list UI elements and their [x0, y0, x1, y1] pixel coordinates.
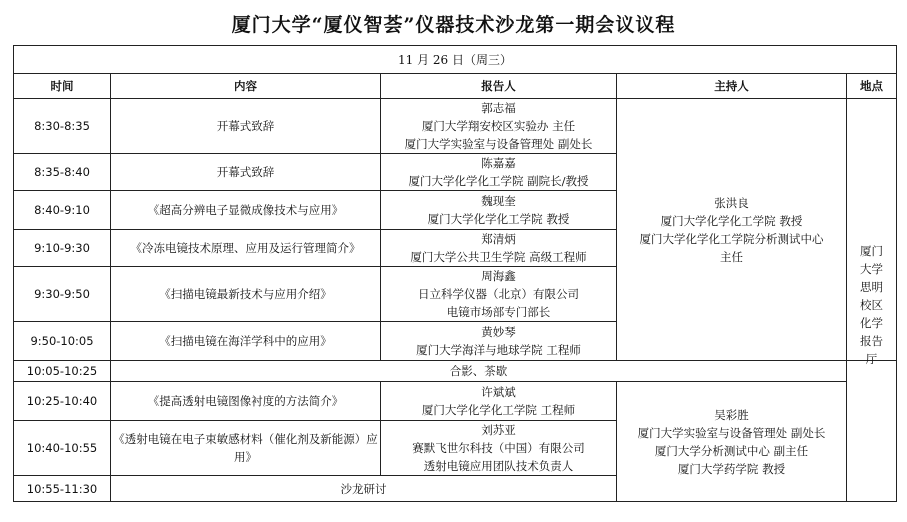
- speaker-title: 透射电镜应用团队技术负责人: [423, 459, 574, 473]
- host-title: 厦门大学分析测试中心 副主任: [654, 443, 809, 458]
- time-cell: 9:50-10:05: [14, 322, 111, 361]
- speaker-name: 许斌斌: [481, 385, 516, 399]
- table-row: [14, 361, 897, 382]
- host-name: 张洪良: [714, 195, 749, 210]
- venue-line: 厅: [865, 352, 878, 366]
- host-title: 厦门大学化学化工学院分析测试中心: [639, 231, 824, 246]
- speaker-name: 郑清炳: [481, 232, 516, 246]
- speaker-name: 刘苏亚: [481, 423, 516, 437]
- speaker-title: 电镜市场部专门部长: [446, 305, 551, 319]
- content-cell: 开幕式致辞: [111, 99, 381, 154]
- page-title: 厦门大学“厦仪智荟”仪器技术沙龙第一期会议议程: [231, 14, 676, 36]
- venue-line: 化学: [860, 316, 883, 330]
- speaker-title: 厦门大学公共卫生学院 高级工程师: [410, 250, 587, 264]
- speaker-title: 赛默飞世尔科技（中国）有限公司: [412, 441, 585, 455]
- header-speaker: 报告人: [381, 74, 617, 99]
- time-cell: 8:35-8:40: [14, 154, 111, 191]
- host-title: 厦门大学实验室与设备管理处 副处长: [637, 425, 826, 440]
- time-cell: 10:25-10:40: [14, 382, 111, 421]
- host-title: 厦门大学化学化工学院 教授: [660, 213, 803, 228]
- speaker-cell: [381, 230, 617, 267]
- speaker-name: 陈嘉嘉: [481, 156, 516, 170]
- speaker-title: 厦门大学海洋与地球学院 工程师: [416, 343, 581, 357]
- host-cell: [617, 99, 847, 361]
- speaker-name: 郭志福: [481, 101, 516, 115]
- venue-line: 厦门: [860, 244, 883, 258]
- speaker-title: 厦门大学化学化工学院 副院长/教授: [408, 174, 589, 188]
- speaker-name: 黄妙琴: [481, 325, 516, 339]
- time-cell: 8:30-8:35: [14, 99, 111, 154]
- speaker-name: 魏现奎: [481, 194, 516, 208]
- speaker-cell: [381, 421, 617, 476]
- content-cell: 开幕式致辞: [111, 154, 381, 191]
- time-cell: 10:05-10:25: [14, 361, 111, 382]
- venue-line: 思明: [860, 280, 883, 294]
- venue-cell-empty: [847, 361, 897, 502]
- content-cell: 《超高分辨电子显微成像技术与应用》: [111, 191, 381, 230]
- venue-cell: [847, 99, 897, 366]
- speaker-cell: [381, 191, 617, 230]
- speaker-title: 厦门大学化学化工学院 教授: [427, 212, 570, 226]
- agenda-table: [13, 45, 897, 502]
- table-row: [14, 382, 897, 421]
- header-row: [14, 74, 897, 99]
- content-cell: 《提高透射电镜图像衬度的方法简介》: [111, 382, 381, 421]
- speaker-cell: [381, 154, 617, 191]
- discussion-cell: 沙龙研讨: [111, 476, 617, 502]
- header-venue: 地点: [847, 74, 897, 99]
- host-cell: [617, 382, 847, 502]
- header-content: 内容: [111, 74, 381, 99]
- speaker-title: 厦门大学翔安校区实验办 主任: [421, 119, 576, 133]
- host-title: 主任: [720, 249, 743, 264]
- host-title: 厦门大学药学院 教授: [677, 461, 786, 476]
- content-cell: 《冷冻电镜技术原理、应用及运行管理简介》: [111, 230, 381, 267]
- speaker-cell: [381, 267, 617, 322]
- venue-line: 报告: [860, 334, 883, 348]
- content-cell: 《扫描电镜在海洋学科中的应用》: [111, 322, 381, 361]
- speaker-title: 厦门大学实验室与设备管理处 副处长: [404, 137, 593, 151]
- date-row: [14, 46, 897, 74]
- time-cell: 8:40-9:10: [14, 191, 111, 230]
- speaker-title: 日立科学仪器（北京）有限公司: [418, 287, 579, 301]
- content-cell: 《扫描电镜最新技术与应用介绍》: [111, 267, 381, 322]
- speaker-cell: [381, 322, 617, 361]
- header-time: 时间: [14, 74, 111, 99]
- venue-line: 校区: [860, 298, 883, 312]
- venue-line: 大学: [860, 262, 883, 276]
- break-cell: 合影、茶歇: [111, 361, 847, 382]
- time-cell: 10:55-11:30: [14, 476, 111, 502]
- speaker-cell: [381, 99, 617, 154]
- header-host: 主持人: [617, 74, 847, 99]
- time-cell: 10:40-10:55: [14, 421, 111, 476]
- date-label: 11 月 26 日（周三）: [14, 46, 897, 74]
- table-row: [14, 99, 897, 154]
- speaker-name: 周海鑫: [481, 269, 516, 283]
- time-cell: 9:10-9:30: [14, 230, 111, 267]
- speaker-title: 厦门大学化学化工学院 工程师: [421, 403, 576, 417]
- speaker-cell: [381, 382, 617, 421]
- host-name: 吴彩胜: [714, 407, 749, 422]
- content-cell: 《透射电镜在电子束敏感材料（催化剂及新能源）应用》: [111, 421, 381, 476]
- time-cell: 9:30-9:50: [14, 267, 111, 322]
